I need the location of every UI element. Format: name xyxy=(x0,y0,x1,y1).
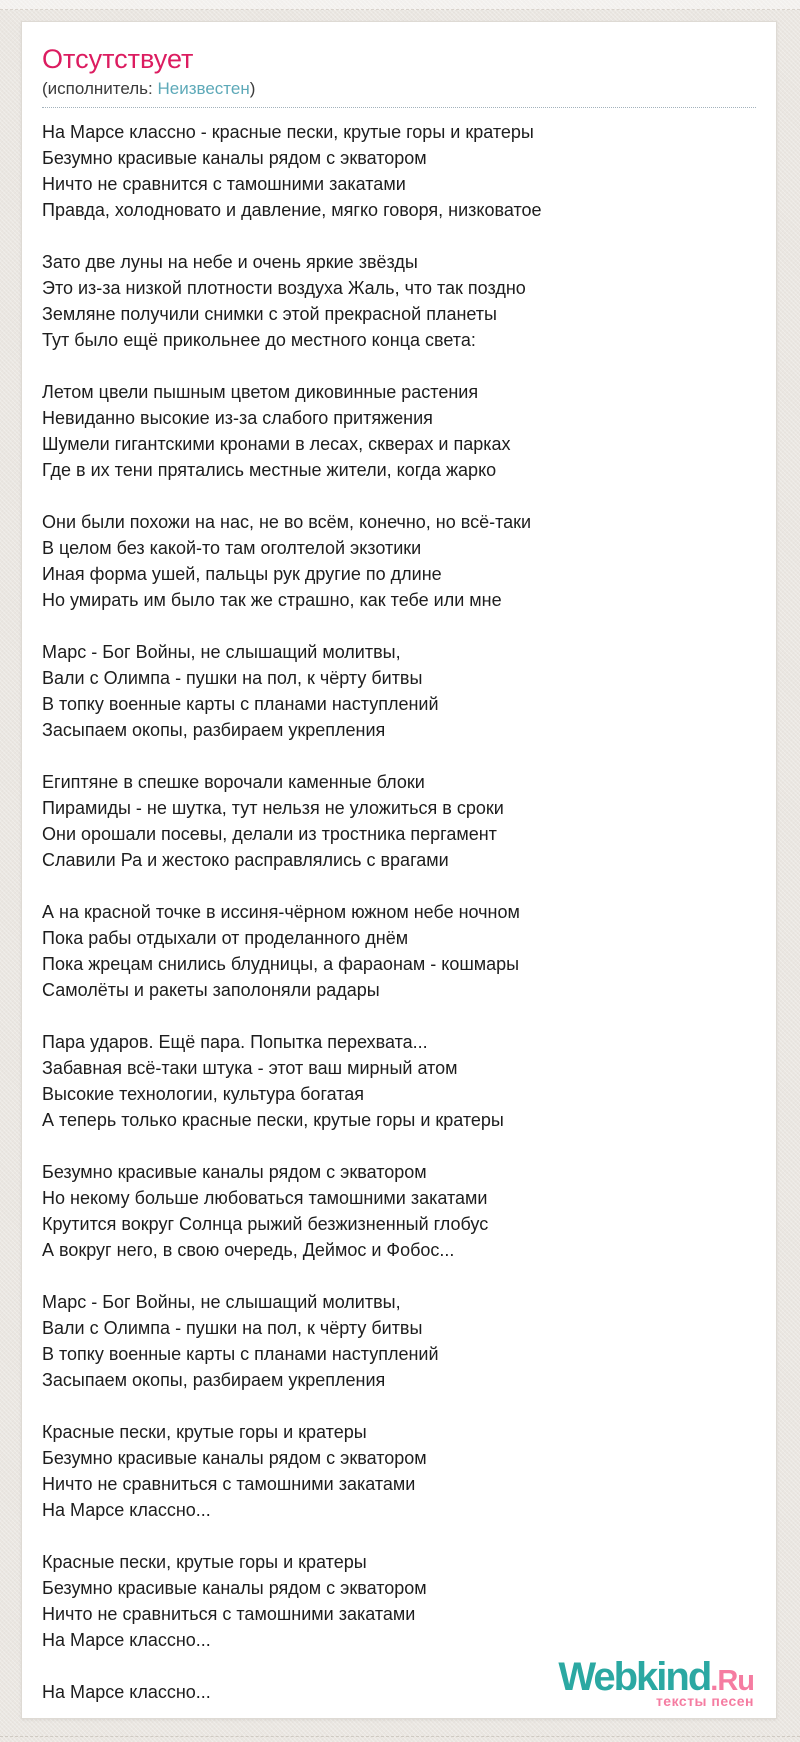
lyrics-line: Самолёты и ракеты заполоняли радары xyxy=(42,980,380,1000)
lyrics-line: Но умирать им было так же страшно, как тебе или мне xyxy=(42,590,502,610)
lyrics-line: На Марсе классно... xyxy=(42,1630,211,1650)
webkind-logo-main: Webkind xyxy=(558,1655,711,1699)
lyrics-line: Безумно красивые каналы рядом с экватором xyxy=(42,1578,427,1598)
lyrics-card xyxy=(21,21,777,1719)
webkind-logo[interactable] xyxy=(558,1657,754,1708)
lyrics-line: Засыпаем окопы, разбираем укрепления xyxy=(42,720,386,740)
artist-line xyxy=(42,78,756,108)
lyrics-line: А на красной точке в иссиня-чёрном южном небе ночном xyxy=(42,902,520,922)
lyrics-line: На Марсе классно - красные пески, крутые горы и кратеры xyxy=(42,122,534,142)
lyrics-line: Где в их тени прятались местные жители, когда жарко xyxy=(42,460,497,480)
lyrics-line: Земляне получили снимки с этой прекрасной планеты xyxy=(42,304,497,324)
lyrics-line: Они были похожи на нас, не во всём, конечно, но всё-таки xyxy=(42,512,532,532)
artist-label-close: ) xyxy=(249,79,256,98)
lyrics-line: Красные пески, крутые горы и кратеры xyxy=(42,1552,367,1572)
lyrics-line: Правда, холодновато и давление, мягко говоря, низковатое xyxy=(42,200,542,220)
webkind-logo-wordmark xyxy=(558,1657,754,1697)
page-top-texture-strip xyxy=(0,0,800,10)
page-bottom-texture-strip xyxy=(0,1736,800,1742)
webkind-logo-domain: .Ru xyxy=(710,1665,754,1697)
lyrics-line: Крутится вокруг Солнца рыжий безжизненный глобус xyxy=(42,1214,489,1234)
lyrics-line: В топку военные карты с планами наступлений xyxy=(42,1344,439,1364)
lyrics-line: Засыпаем окопы, разбираем укрепления xyxy=(42,1370,386,1390)
lyrics-line: Красные пески, крутые горы и кратеры xyxy=(42,1422,367,1442)
lyrics-line: Тут было ещё прикольнее до местного конца света: xyxy=(42,330,476,350)
lyrics-line: На Марсе классно... xyxy=(42,1500,211,1520)
lyrics-text xyxy=(42,119,756,1705)
lyrics-line: Но некому больше любоваться тамошними закатами xyxy=(42,1188,488,1208)
lyrics-line: На Марсе классно... xyxy=(42,1682,211,1702)
lyrics-line: В топку военные карты с планами наступлений xyxy=(42,694,439,714)
lyrics-stanza xyxy=(42,249,756,353)
lyrics-line: Пока рабы отдыхали от проделанного днём xyxy=(42,928,409,948)
lyrics-line: Славили Ра и жестоко расправлялись с врагами xyxy=(42,850,449,870)
lyrics-stanza xyxy=(42,119,756,223)
lyrics-stanza xyxy=(42,1549,756,1653)
lyrics-line: Это из-за низкой плотности воздуха Жаль, что так поздно xyxy=(42,278,526,298)
lyrics-stanza xyxy=(42,1159,756,1263)
lyrics-stanza xyxy=(42,509,756,613)
lyrics-line: Безумно красивые каналы рядом с экватором xyxy=(42,148,427,168)
webkind-logo-tagline: тексты песен xyxy=(655,1693,754,1709)
lyrics-stanza xyxy=(42,769,756,873)
lyrics-line: Пара ударов. Ещё пара. Попытка перехвата... xyxy=(42,1032,428,1052)
lyrics-line: Иная форма ушей, пальцы рук другие по длине xyxy=(42,564,442,584)
lyrics-line: Вали с Олимпа - пушки на пол, к чёрту битвы xyxy=(42,668,423,688)
lyrics-line: Марс - Бог Войны, не слышащий молитвы, xyxy=(42,1292,401,1312)
lyrics-stanza xyxy=(42,379,756,483)
lyrics-stanza xyxy=(42,899,756,1003)
lyrics-stanza xyxy=(42,1289,756,1393)
lyrics-line: Пока жрецам снились блудницы, а фараонам - кошмары xyxy=(42,954,520,974)
lyrics-line: Шумели гигантскими кронами в лесах, скверах и парках xyxy=(42,434,511,454)
lyrics-line: Забавная всё-таки штука - этот ваш мирный атом xyxy=(42,1058,458,1078)
lyrics-line: А теперь только красные пески, крутые горы и кратеры xyxy=(42,1110,504,1130)
lyrics-line: Ничто не сравниться с тамошними закатами xyxy=(42,1604,416,1624)
lyrics-stanza xyxy=(42,1029,756,1133)
lyrics-line: Летом цвели пышным цветом диковинные растения xyxy=(42,382,479,402)
lyrics-line: Вали с Олимпа - пушки на пол, к чёрту битвы xyxy=(42,1318,423,1338)
lyrics-stanza xyxy=(42,1419,756,1523)
lyrics-line: Невиданно высокие из-за слабого притяжения xyxy=(42,408,433,428)
lyrics-stanza xyxy=(42,639,756,743)
lyrics-line: Пирамиды - не шутка, тут нельзя не уложиться в сроки xyxy=(42,798,504,818)
lyrics-line: Египтяне в спешке ворочали каменные блоки xyxy=(42,772,425,792)
lyrics-line: Безумно красивые каналы рядом с экватором xyxy=(42,1162,427,1182)
artist-label: (исполнитель: xyxy=(42,79,158,98)
lyrics-line: Они орошали посевы, делали из тростника пергамент xyxy=(42,824,497,844)
lyrics-line: Ничто не сравнится с тамошними закатами xyxy=(42,174,406,194)
lyrics-line: Безумно красивые каналы рядом с экватором xyxy=(42,1448,427,1468)
lyrics-line: Марс - Бог Войны, не слышащий молитвы, xyxy=(42,642,401,662)
lyrics-line: В целом без какой-то там оголтелой экзотики xyxy=(42,538,422,558)
lyrics-line: Высокие технологии, культура богатая xyxy=(42,1084,365,1104)
lyrics-line: Ничто не сравниться с тамошними закатами xyxy=(42,1474,416,1494)
lyrics-line: Зато две луны на небе и очень яркие звёзды xyxy=(42,252,418,272)
artist-link[interactable]: Неизвестен xyxy=(157,79,250,98)
page-title: Отсутствует xyxy=(42,44,194,74)
lyrics-line: А вокруг него, в свою очередь, Деймос и Фобос... xyxy=(42,1240,455,1260)
